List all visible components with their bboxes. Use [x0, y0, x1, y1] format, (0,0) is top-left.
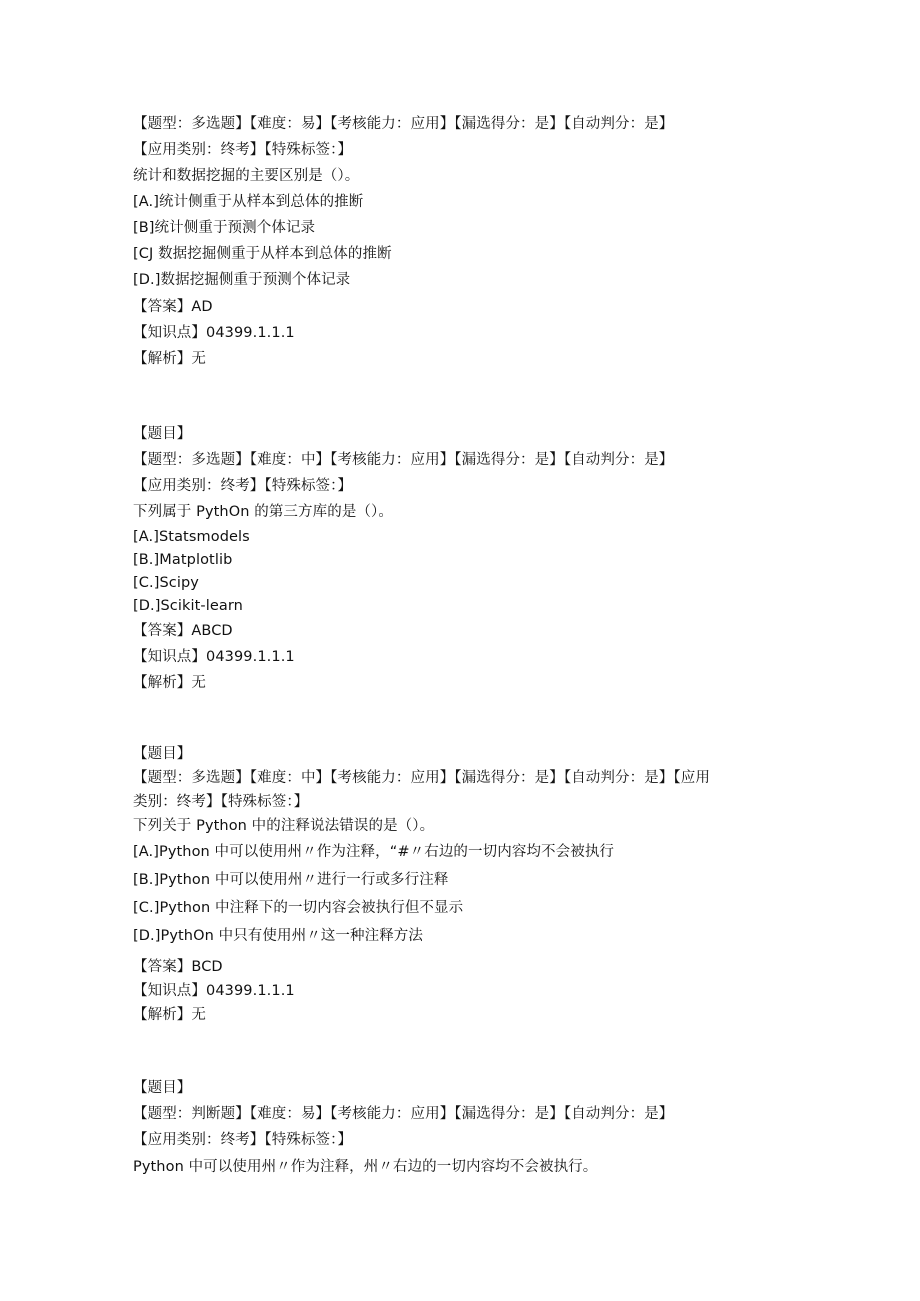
q1-option-c: [CJ 数据挖掘侧重于从样本到总体的推断 — [133, 246, 392, 262]
q1-meta2: 【应用类别：终考】【特殊标签：】 — [133, 142, 353, 158]
q2-analysis: 【解析】无 — [133, 675, 206, 691]
q3-option-c: [C.]Python 中注释下的一切内容会被执行但不显示 — [133, 900, 464, 916]
q4-meta: 【题型：判断题】【难度：易】【考核能力：应用】【漏选得分：是】【自动判分：是】 — [133, 1106, 674, 1122]
q4-stem: Python 中可以使用州〃作为注释，州〃右边的一切内容均不会被执行。 — [133, 1159, 598, 1175]
q3-meta: 【题型：多选题】【难度：中】【考核能力：应用】【漏选得分：是】【自动判分：是】【应用 — [133, 770, 710, 786]
q2-meta2: 【应用类别：终考】【特殊标签：】 — [133, 478, 353, 494]
q2-meta: 【题型：多选题】【难度：中】【考核能力：应用】【漏选得分：是】【自动判分：是】 — [133, 452, 674, 468]
q1-option-d: [D.]数据挖掘侧重于预测个体记录 — [133, 272, 351, 288]
q3-meta2: 类别：终考】【特殊标签：】 — [133, 794, 309, 810]
q3-option-b: [B.]Python 中可以使用州〃进行一行或多行注释 — [133, 872, 449, 888]
q3-option-a: [A.]Python 中可以使用州〃作为注释，“#〃右边的一切内容均不会被执行 — [133, 844, 615, 860]
q2-title: 【题目】 — [133, 426, 192, 442]
q2-stem: 下列属于 PythOn 的第三方库的是（）。 — [133, 504, 393, 520]
q3-knowledge: 【知识点】04399.1.1.1 — [133, 983, 295, 999]
q2-knowledge: 【知识点】04399.1.1.1 — [133, 649, 295, 665]
q1-answer: 【答案】AD — [133, 299, 213, 315]
q3-option-d: [D.]PythOn 中只有使用州〃这一种注释方法 — [133, 928, 423, 944]
q2-option-c: [C.]Scipy — [133, 575, 199, 591]
q3-answer: 【答案】BCD — [133, 959, 223, 975]
q1-meta: 【题型：多选题】【难度：易】【考核能力：应用】【漏选得分：是】【自动判分：是】 — [133, 116, 674, 132]
q3-title: 【题目】 — [133, 746, 192, 762]
q4-title: 【题目】 — [133, 1080, 192, 1096]
q1-option-b: [B]统计侧重于预测个体记录 — [133, 220, 316, 236]
q4-meta2: 【应用类别：终考】【特殊标签：】 — [133, 1132, 353, 1148]
q1-stem: 统计和数据挖掘的主要区别是（）。 — [133, 168, 360, 184]
q3-stem: 下列关于 Python 中的注释说法错误的是（）。 — [133, 818, 435, 834]
q2-option-b: [B.]Matplotlib — [133, 552, 233, 568]
q1-knowledge: 【知识点】04399.1.1.1 — [133, 325, 295, 341]
q1-analysis: 【解析】无 — [133, 351, 206, 367]
q2-option-a: [A.]Statsmodels — [133, 529, 250, 545]
q1-option-a: [A.]统计侧重于从样本到总体的推断 — [133, 194, 364, 210]
q3-analysis: 【解析】无 — [133, 1007, 206, 1023]
q2-answer: 【答案】ABCD — [133, 623, 233, 639]
q2-option-d: [D.]Scikit-learn — [133, 598, 243, 614]
